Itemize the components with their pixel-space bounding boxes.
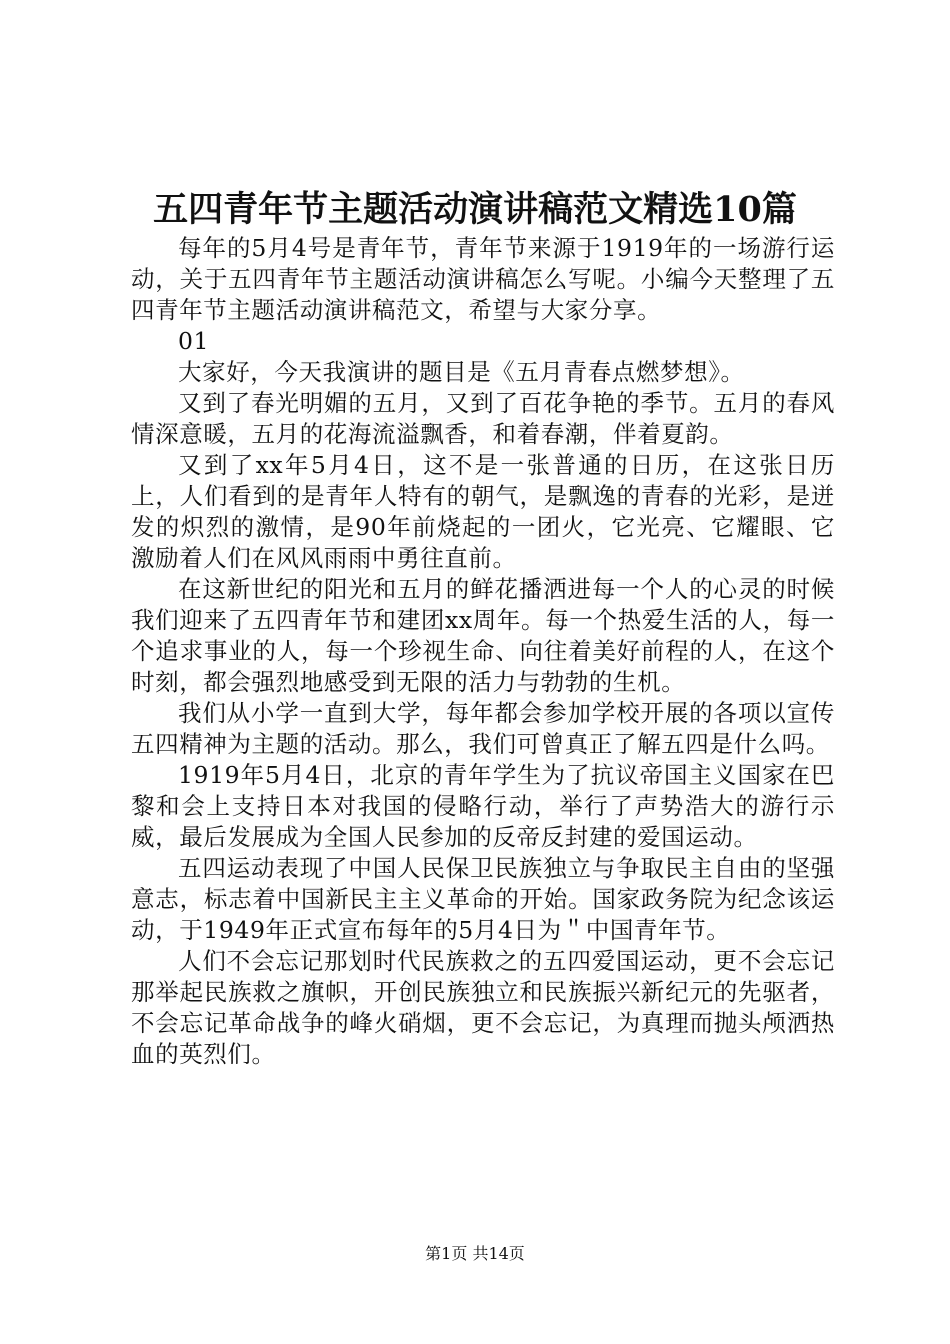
page-number-footer: 第1页 共14页 <box>425 1244 525 1263</box>
paragraph: 五四运动表现了中国人民保卫民族独立与争取民主自由的坚强意志，标志着中国新民主主义革命的开始。国家政务院为纪念该运动，于1949年正式宣布每年的5月4日为＂中国青年节。 <box>131 854 835 944</box>
document-title: 五四青年节主题活动演讲稿范文精选10篇 <box>153 189 797 230</box>
paragraph: 在这新世纪的阳光和五月的鲜花播洒进每一个人的心灵的时候我们迎来了五四青年节和建团xx周年。每一个热爱生活的人，每一个追求事业的人，每一个珍视生命、向往着美好前程的人，在这个时刻，都会强烈地感受到无限的活力与勃勃的生机。 <box>131 575 835 696</box>
paragraph-intro: 每年的5月4号是青年节，青年节来源于1919年的一场游行运动，关于五四青年节主题活动演讲稿怎么写呢。小编今天整理了五四青年节主题活动演讲稿范文，希望与大家分享。 <box>131 234 835 324</box>
paragraph: 1919年5月4日，北京的青年学生为了抗议帝国主义国家在巴黎和会上支持日本对我国的侵略行动，举行了声势浩大的游行示威，最后发展成为全国人民参加的反帝反封建的爱国运动。 <box>131 761 835 851</box>
paragraph-greeting: 大家好，今天我演讲的题目是《五月青春点燃梦想》。 <box>178 358 745 386</box>
paragraph: 我们从小学一直到大学，每年都会参加学校开展的各项以宣传五四精神为主题的活动。那么，我们可曾真正了解五四是什么吗。 <box>131 699 835 758</box>
section-number: 01 <box>178 327 210 355</box>
paragraph: 人们不会忘记那划时代民族救之的五四爱国运动，更不会忘记那举起民族救之旗帜，开创民族独立和民族振兴新纪元的先驱者，不会忘记革命战争的峰火硝烟，更不会忘记，为真理而抛头颅洒热血的英烈们。 <box>131 947 835 1068</box>
document-body <box>131 233 835 1070</box>
paragraph: 又到了xx年5月4日，这不是一张普通的日历，在这张日历上，人们看到的是青年人特有的朝气，是飘逸的青春的光彩，是迸发的炽烈的激情，是90年前烧起的一团火，它光亮、它耀眼、它激励着人们在风风雨雨中勇往直前。 <box>131 451 835 572</box>
paragraph: 又到了春光明媚的五月，又到了百花争艳的季节。五月的春风情深意暖，五月的花海流溢飘香，和着春潮，伴着夏韵。 <box>131 389 835 448</box>
